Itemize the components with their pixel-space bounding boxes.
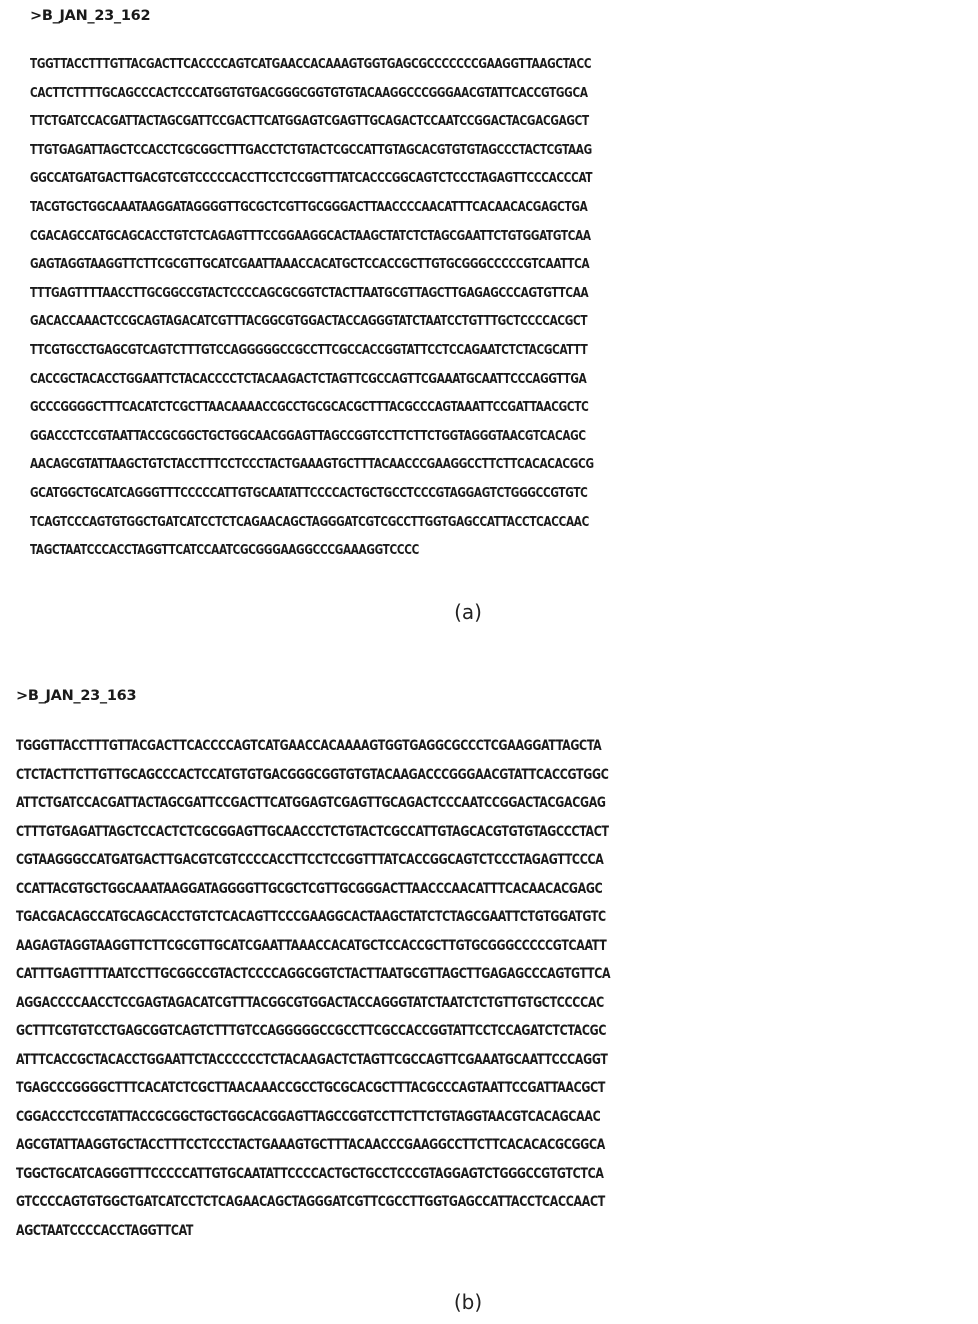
sequence-line: TTCTGATCCACGATTACTAGCGATTCCGACTTCATGGAGTCGAGTTGCAGACTCCAATCCGGACTACGACGAGCT <box>30 113 589 130</box>
sequence-line: CACCGCTACACCTGGAATTCTACACCCCTCTACAAGACTCTAGTTCGCCAGTTCGAAATGCAATTCCCAGGTTGA <box>30 370 587 387</box>
sequence-line: GAGTAGGTAAGGTTCTTCGCGTTGCATCGAATTAAACCACATGCTCCACCGCTTGTGCGGGCCCCCGTCAATTCA <box>30 256 590 273</box>
sequence-line: CGACAGCCATGCAGCACCTGTCTCAGAGTTTCCGGAAGGCACTAAGCTATCTCTAGCGAATTCTGTGGATGTCAA <box>30 227 591 244</box>
sequence-panel-a <box>0 0 978 585</box>
sequence-id: >B_JAN_23_163 <box>16 688 137 704</box>
sequence-line: TTGTGAGATTAGCTCCACCTCGCGGCTTTGACCTCTGTACTCGCCATTGTAGCACGTGTGTAGCCCTACTCGTAAG <box>30 141 592 158</box>
sequence-line: CCATTACGTGCTGGCAAATAAGGATAGGGGTTGCGCTCGTTGCGGGACTTAACCCAACATTTCACAACACGAGC <box>16 880 603 897</box>
sequence-line: TGACGACAGCCATGCAGCACCTGTCTCACAGTTCCCGAAGGCACTAAGCTATCTCTAGCGAATTCTGTGGATGTC <box>16 909 606 925</box>
sequence-line: AACAGCGTATTAAGCTGTCTACCTTTCCTCCCTACTGAAAGTGCTTTACAACCCGAAGGCCTTCTTCACACACGCG <box>30 456 594 473</box>
sequence-line: ATTTCACCGCTACACCTGGAATTCTACCCCCCTCTACAAGACTCTAGTTCGCCAGTTCGAAATGCAATTCCCAGGT <box>16 1051 608 1068</box>
sequence-line: AAGAGTAGGTAAGGTTCTTCGCGTTGCATCGAATTAAACCACATGCTCCACCGCTTGTGCGGGCCCCCGTCAATT <box>16 937 607 954</box>
sequence-line: TCAGTCCCAGTGTGGCTGATCATCCTCTCAGAACAGCTAGGGATCGTCGCCTTGGTGAGCCATTACCTCACCAAC <box>30 513 589 530</box>
sequence-line: TGGTTACCTTTGTTACGACTTCACCCCAGTCATGAACCACAAAGTGGTGAGCGCCCCCCCGAAGGTTAAGCTACC <box>30 56 592 72</box>
sequence-line: GCCCGGGGCTTTCACATCTCGCTTAACAAAACCGCCTGCGCACGCTTTACGCCCAGTAAATTCCGATTAACGCTC <box>30 399 589 416</box>
sequence-line: GCATGGCTGCATCAGGGTTTCCCCCATTGTGCAATATTCCCCACTGCTGCCTCCCGTAGGAGTCTGGGCCGTGTC <box>30 484 588 501</box>
sequence-text <box>16 732 711 1245</box>
sequence-line: AGCGTATTAAGGTGCTACCTTTCCTCCCTACTGAAAGTGCTTTACAACCCGAAGGCCTTCTTCACACACGCGGCA <box>16 1137 605 1153</box>
sequence-line: AGGACCCCAACCTCCGAGTAGACATCGTTTACGGCGTGGACTACCAGGGTATCTAATCTCTGTTGTGCTCCCCAC <box>16 994 604 1011</box>
sequence-line: TACGTGCTGGCAAATAAGGATAGGGGTTGCGCTCGTTGCGGGACTTAACCCCAACATTTCACAACACGAGCTGA <box>30 198 588 215</box>
panel-caption-a: (a) <box>454 600 482 624</box>
sequence-line: CATTTGAGTTTTAATCCTTGCGGCCGTACTCCCCAGGCGGTCTACTTAATGCGTTAGCTTGAGAGCCCAGTGTTCA <box>16 966 611 982</box>
sequence-text <box>30 50 695 565</box>
sequence-line: GGCCATGATGACTTGACGTCGTCCCCCACCTTCCTCCGGTTTATCACCCGGCAGTCTCCCTAGAGTTCCCACCCAT <box>30 170 593 187</box>
sequence-line: CGGACCCTCCGTATTACCGCGGCTGCTGGCACGGAGTTAGCCGGTCCTTCTTCTGTAGGTAACGTCACAGCAAC <box>16 1108 601 1125</box>
sequence-line: CTCTACTTCTTGTTGCAGCCCACTCCATGTGTGACGGGCGGTGTGTACAAGACCCGGGAACGTATTCACCGTGGC <box>16 766 609 783</box>
sequence-panel-b <box>0 680 978 1280</box>
sequence-line: GACACCAAACTCCGCAGTAGACATCGTTTACGGCGTGGACTACCAGGGTATCTAATCCTGTTTGCTCCCCACGCT <box>30 313 588 330</box>
sequence-line: GGACCCTCCGTAATTACCGCGGCTGCTGGCAACGGAGTTAGCCGGTCCTTCTTCTGGTAGGGTAACGTCACAGC <box>30 427 586 444</box>
sequence-line: TGAGCCCGGGGCTTTCACATCTCGCTTAACAAACCGCCTGCGCACGCTTTACGCCCAGTAATTCCGATTAACGCT <box>16 1080 606 1096</box>
sequence-line: ATTCTGATCCACGATTACTAGCGATTCCGACTTCATGGAGTCGAGTTGCAGACTCCCAATCCGGACTACGACGAG <box>16 795 606 811</box>
panel-caption-b: (b) <box>453 1290 483 1314</box>
sequence-line: TTCGTGCCTGAGCGTCAGTCTTTGTCCAGGGGGCCGCCTTCGCCACCGGTATTCCTCCAGAATCTCTACGCATTT <box>30 341 588 358</box>
sequence-line: CTTTGTGAGATTAGCTCCACTCTCGCGGAGTTGCAACCCTCTGTACTCGCCATTGTAGCACGTGTGTAGCCCTACT <box>16 823 609 840</box>
sequence-line: TGGCTGCATCAGGGTTTCCCCCATTGTGCAATATTCCCCACTGCTGCCTCCCGTAGGAGTCTGGGCCGTGTCTCA <box>16 1165 604 1182</box>
sequence-line: AGCTAATCCCCACCTAGGTTCAT <box>16 1222 194 1239</box>
sequence-line: GCTTTCGTGTCCTGAGCGGTCAGTCTTTGTCCAGGGGGCCGCCTTCGCCACCGGTATTCCTCCAGATCTCTACGC <box>16 1023 607 1039</box>
sequence-line: TTTGAGTTTTAACCTTGCGGCCGTACTCCCCAGCGCGGTCTACTTAATGCGTTAGCTTGAGAGCCCAGTGTTCAA <box>30 284 589 301</box>
sequence-line: TAGCTAATCCCACCTAGGTTCATCCAATCGCGGGAAGGCCCGAAAGGTCCCC <box>30 542 419 559</box>
sequence-line: TGGGTTACCTTTGTTACGACTTCACCCCAGTCATGAACCACAAAAGTGGTGAGGCGCCCTCGAAGGATTAGCTA <box>16 738 602 754</box>
sequence-line: CACTTCTTTTGCAGCCCACTCCCATGGTGTGACGGGCGGTGTGTACAAGGCCCGGGAACGTATTCACCGTGGCA <box>30 84 588 101</box>
sequence-line: CGTAAGGGCCATGATGACTTGACGTCGTCCCCACCTTCCTCCGGTTTATCACCGGCAGTCTCCCTAGAGTTCCCA <box>16 852 604 868</box>
sequence-line: GTCCCCAGTGTGGCTGATCATCCTCTCAGAACAGCTAGGGATCGTTCGCCTTGGTGAGCCATTACCTCACCAACT <box>16 1194 605 1210</box>
sequence-id: >B_JAN_23_162 <box>30 8 151 24</box>
